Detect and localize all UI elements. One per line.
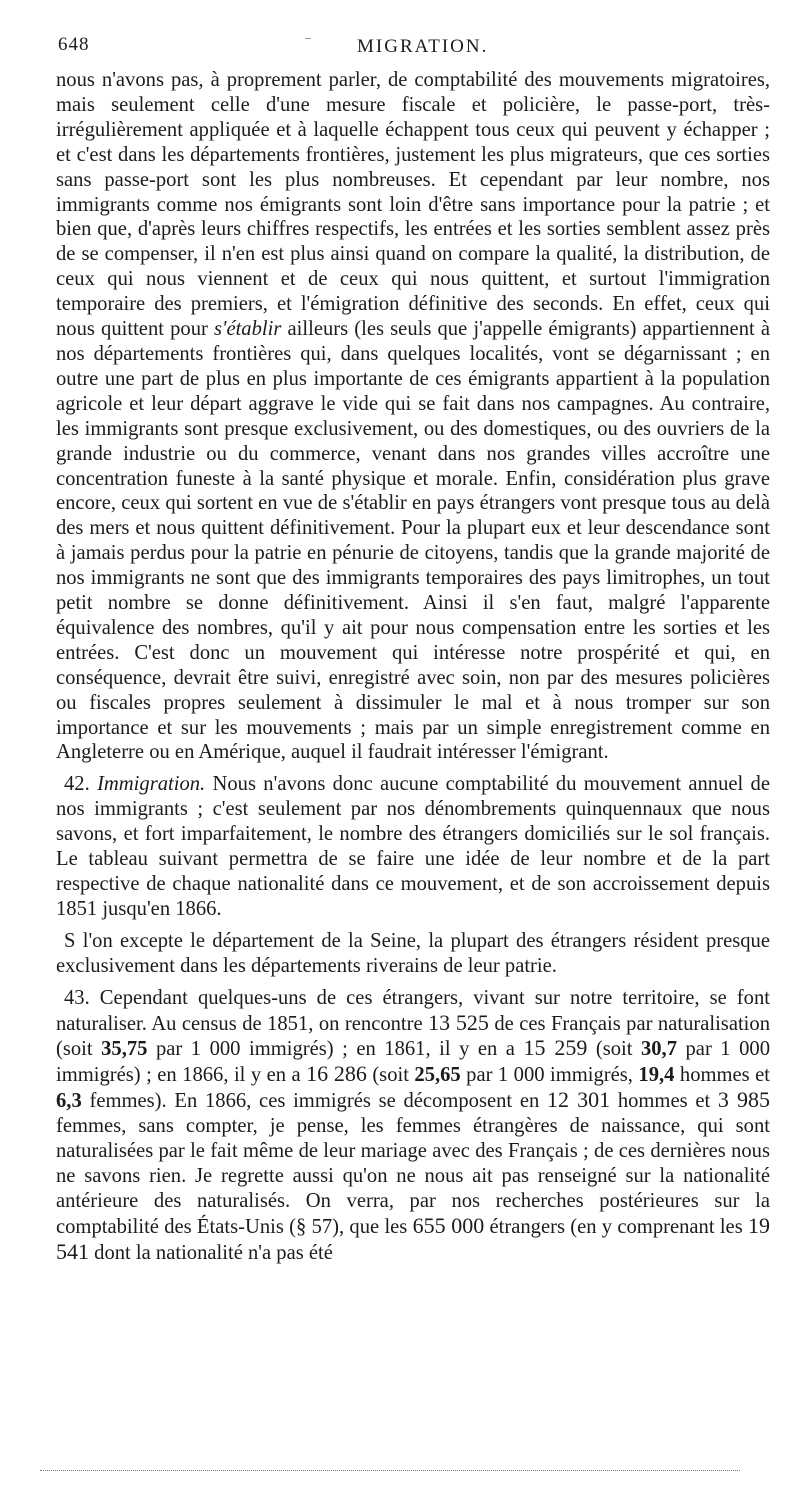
footer-rule bbox=[40, 1470, 740, 1471]
section-number: 42. bbox=[64, 773, 90, 796]
section-title: Immigration. bbox=[97, 773, 206, 796]
rate-women: 6,3 bbox=[56, 1090, 82, 1113]
rate-1861: 30,7 bbox=[640, 1038, 677, 1061]
section-number: 43. bbox=[64, 986, 90, 1009]
running-title: MIGRATION. bbox=[357, 36, 489, 57]
italic-phrase: s'établir bbox=[214, 318, 282, 341]
count-us-foreigners: 655 000 bbox=[412, 1212, 485, 1238]
rate-men: 19,4 bbox=[638, 1064, 675, 1087]
count-unknown-nationality: 19 541 bbox=[56, 1212, 770, 1264]
count-men: 12 301 bbox=[547, 1087, 611, 1113]
figure-1861: 15 259 bbox=[523, 1035, 588, 1061]
page-header bbox=[0, 30, 800, 60]
top-mark: – bbox=[305, 30, 311, 44]
paragraph-continued: nous n'avons pas, à proprement parler, de comptabilité des mouvements migratoires, mais seulement celle d'une mesure fiscale et policière, le passe-port, très-irrégulièrement appliquée et à laquelle échappent tous ceux qui peuvent y échapper ; et c'est dans les départements frontières, justement les plus migrateurs, que ces sorties sans passe-port sont les plus nombreuses. Et cependant par leur nombre, nos immigrants comme nos émigrants sont loin d'être sans importance pour la patrie ; et bien que, d'après leurs chiffres respectifs, les entrées et les sorties semblent assez près de se compenser, il n'en est plus ainsi quand on compare la qualité, la distribution, de ceux qui nous viennent et de ceux qui nous quittent, et surtout l'immigration temporaire des premiers, et l'émigration définitive des seconds. En effet, ceux qui nous quittent pour s'établir ailleurs (les seuls que j'appelle émigrants) appartiennent à nos départements frontières qui, dans quelques localités, vont se dégarnissant ; en outre une part de plus en plus importante de ces émigrants appartient à la population agricole et leur départ aggrave le vide qui se fait dans nos campagnes. Au contraire, les immigrants sont presque exclusivement, ou des domestiques, ou des ouvriers de la grande industrie ou du commerce, venant dans nos grandes villes accroître une concentration funeste à la santé physique et morale. Enfin, considération plus grave encore, ceux qui sortent en vue de s'établir en pays étrangers vont presque tous au delà des mers et nous quittent définitivement. Pour la plupart eux et leur descendance sont à jamais perdus pour la patrie en pénurie de citoyens, tandis que la grande majorité de nos immigrants ne sont que des immigrants temporaires des pays limitrophes, un tout petit nombre se donne définitivement. Ainsi il s'en faut, malgré l'apparente équivalence des nombres, qu'il y ait pour nous compensation entre les sorties et les entrées. C'est donc un mouvement qui intéresse notre prospérité et qui, en conséquence, devrait être suivi, enregistré avec soin, non par des mesures policières ou fiscales propres seulement à dissimuler le mal et à nous tromper sur son importance et sur les mouvements ; mais par un simple enregistrement comme en Angleterre ou en Amérique, auquel il faudrait intéresser l'émigrant. bbox=[56, 69, 770, 764]
body-text bbox=[56, 68, 770, 1266]
section-43-paragraph: 43. Cependant quelques-uns de ces étrangers, vivant sur notre territoire, se font naturaliser. Au census de 1851, on rencontre 13 525 de ces Français par naturalisation (soit 35,75 par 1 000 immigrés) ; en 1861, il y en a 15 259 (soit 30,7 par 1 000 immigrés) ; en 1866, il y en a 16 286 (soit 25,65 par 1 000 immigrés, 19,4 hommes et 6,3 femmes). En 1866, ces immigrés se décomposent en 12 301 hommes et 3 985 femmes, sans compter, je pense, les femmes étrangères de naissance, qui sont naturalisées par le fait même de leur mariage avec des Français ; de ces dernières nous ne savons rien. Je regrette aussi qu'on ne nous ait pas renseigné sur la nationalité antérieure des naturalisés. On verra, par nos recherches postérieures sur la comptabilité des États-Unis (§ 57), que les 655 000 étrangers (en y comprenant les 19 541 dont la nationalité n'a pas été bbox=[56, 986, 770, 1264]
paragraph-seine: S l'on excepte le département de la Seine, la plupart des étrangers résident presque exclusivement dans les départements riverains de leur patrie. bbox=[56, 929, 770, 977]
rate-1851: 35,75 bbox=[101, 1038, 148, 1061]
count-women: 3 985 bbox=[717, 1087, 770, 1113]
page-number: 648 bbox=[58, 34, 90, 55]
figure-1851: 13 525 bbox=[428, 1009, 489, 1035]
rate-1866: 25,65 bbox=[414, 1064, 461, 1087]
section-42-paragraph: 42. Immigration. Nous n'avons donc aucune comptabilité du mouvement annuel de nos immigrants ; c'est seulement par nos dénombrements quinquennaux que nous savons, et fort imparfaitement, le nombre des étrangers domiciliés sur le sol français. Le tableau suivant permettra de se faire une idée de leur nombre et de la part respective de chaque nationalité dans ce mouvement, et de son accroissement depuis 1851 jusqu'en 1866. bbox=[56, 773, 770, 920]
figure-1866: 16 286 bbox=[306, 1061, 367, 1087]
